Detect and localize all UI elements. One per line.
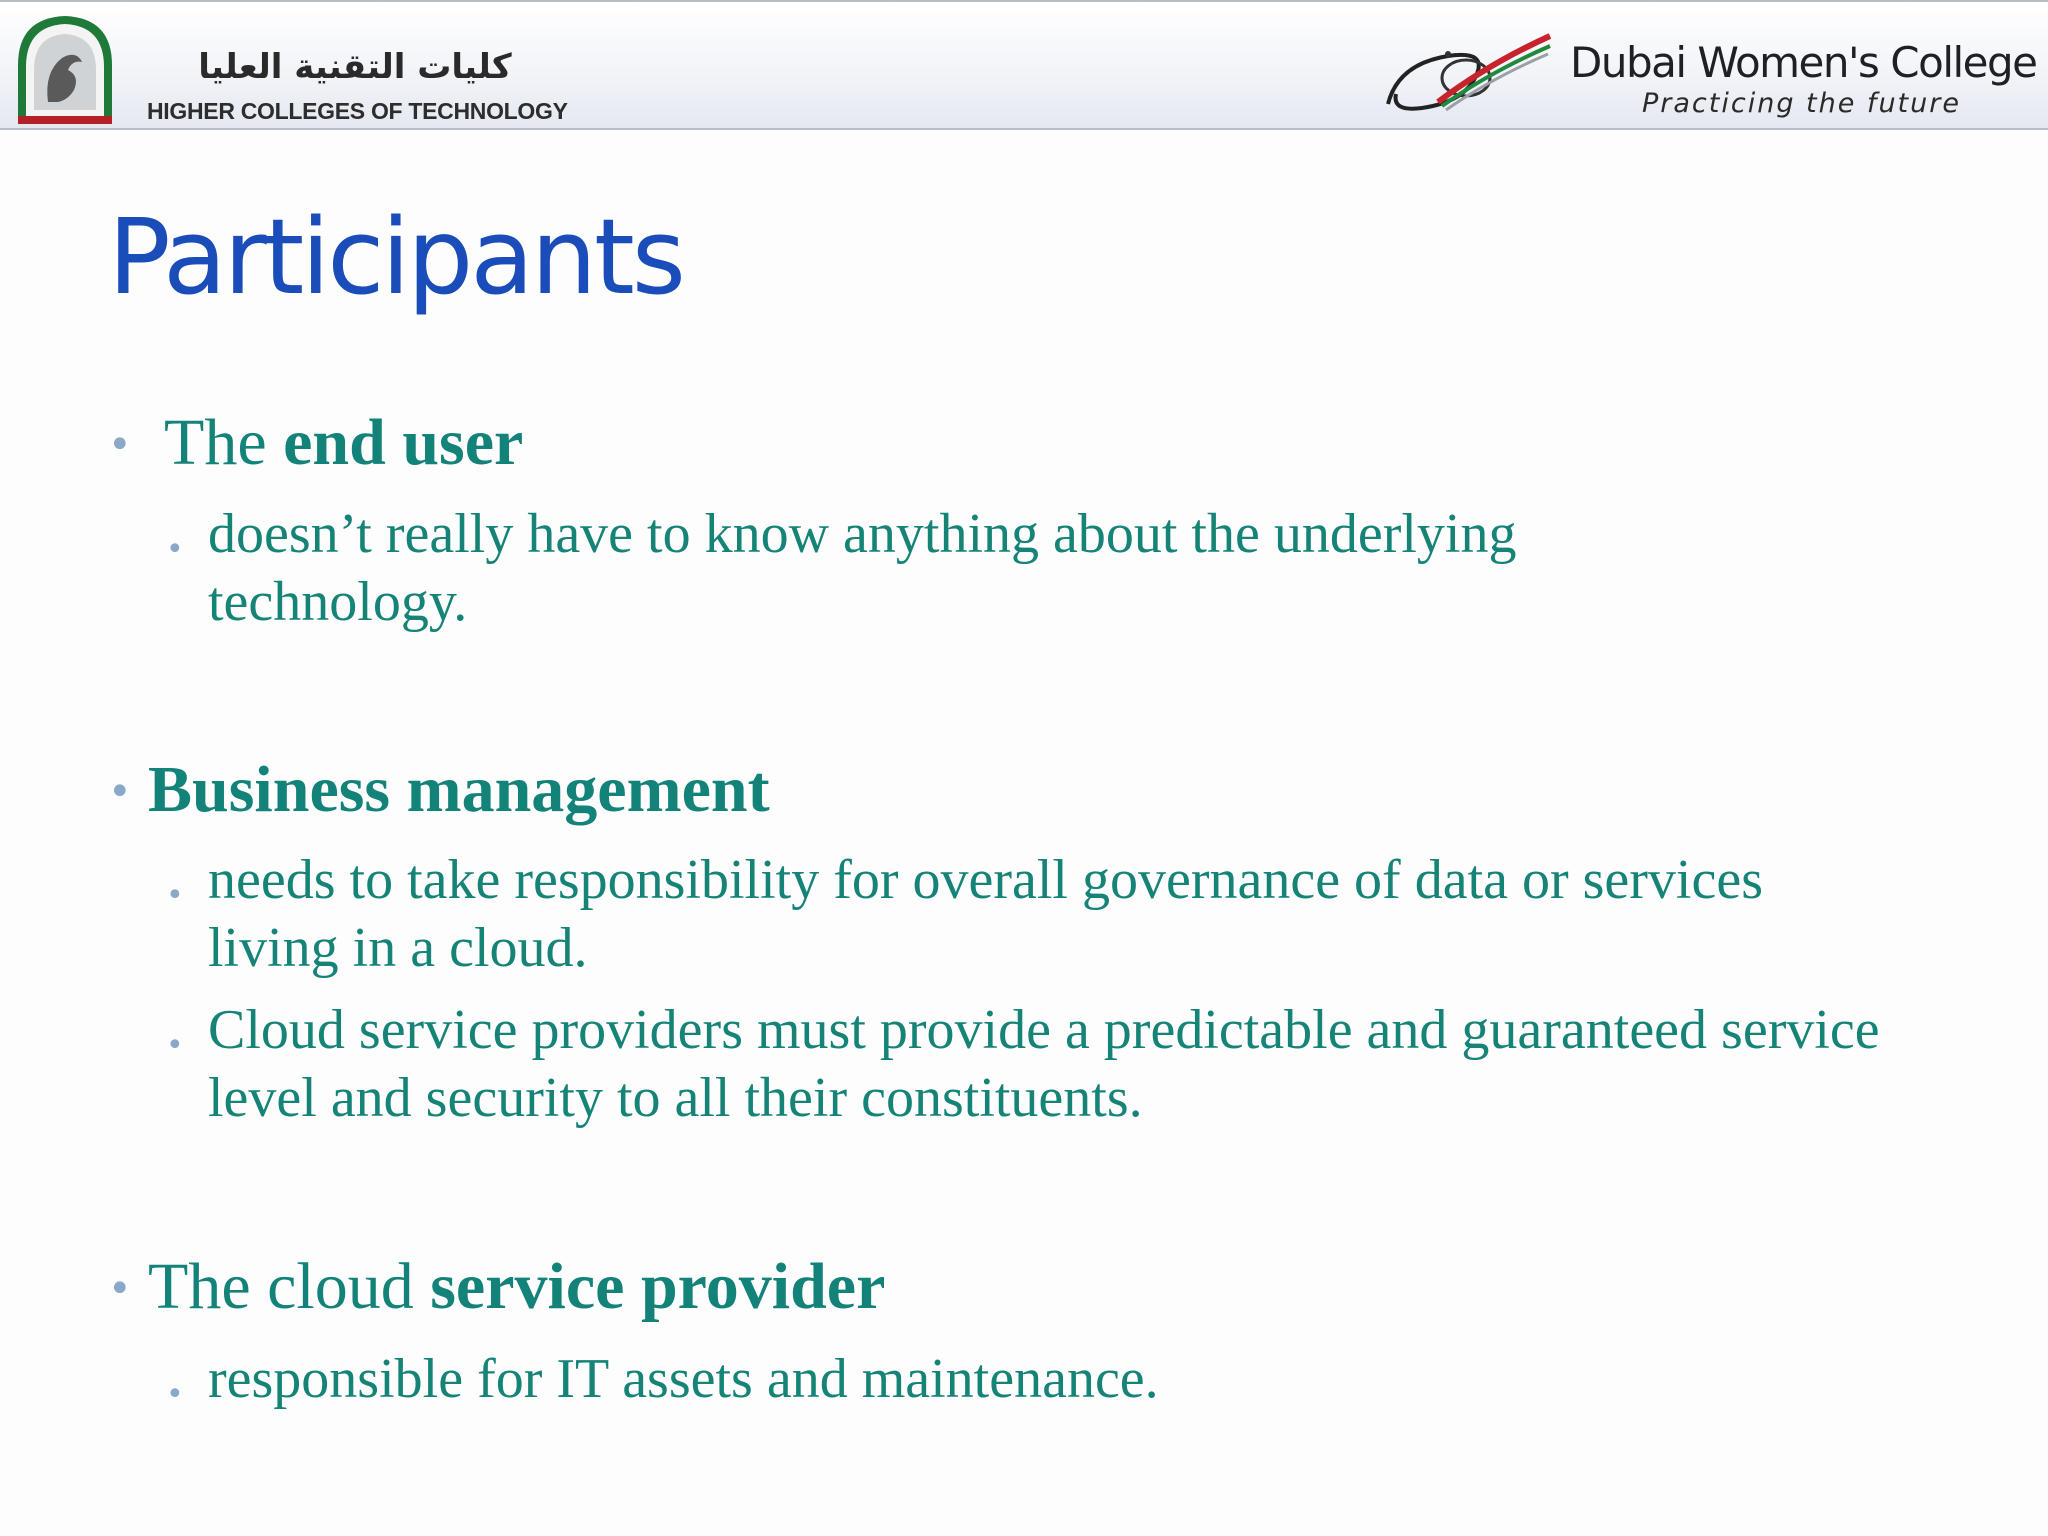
sub-bullet-dot-icon: • [166,878,184,913]
sub-bullet-dot-icon: • [166,1028,184,1063]
bullet-bold: service provider [430,1250,886,1323]
bullet-bold: end user [283,406,524,479]
hct-english-name: HIGHER COLLEGES OF TECHNOLOGY [147,98,568,124]
header-banner [0,0,2048,130]
sub-bullet-dot-icon: • [166,532,184,567]
college-tagline: Practicing the future [1642,88,1961,119]
sub-bullet [166,500,1726,636]
bullet-prefix: The cloud [148,1250,431,1323]
hct-arabic-name: كليات التقنية العليا [198,47,512,87]
bullet-prefix: The [164,406,284,479]
sub-bullet [166,846,1766,982]
college-name: Dubai Women's College [1570,38,2037,87]
sub-bullet [166,1345,1766,1413]
bullet-bold: Business management [148,753,770,826]
sub-bullet-text: Cloud service providers must provide a predictable and guaranteed service level and security to all their constituents. [208,999,1880,1129]
sub-bullet-dot-icon: • [166,1377,184,1412]
hct-crest-logo-icon [10,10,120,126]
bullet-dot-icon: • [108,769,132,815]
dwc-swoosh-logo-icon [1378,24,1558,124]
sub-bullet-text: needs to take responsibility for overall governance of data or services living in a cloud. [208,849,1763,979]
bullet-dot-icon: • [108,1266,132,1312]
sub-bullet-text: doesn’t really have to know anything about the underlying technology. [208,503,1517,633]
bullet-dot-icon: • [108,422,132,468]
slide-title: Participants [108,196,683,318]
sub-bullet-text: responsible for IT assets and maintenance. [208,1348,1159,1410]
sub-bullet [166,996,1966,1132]
